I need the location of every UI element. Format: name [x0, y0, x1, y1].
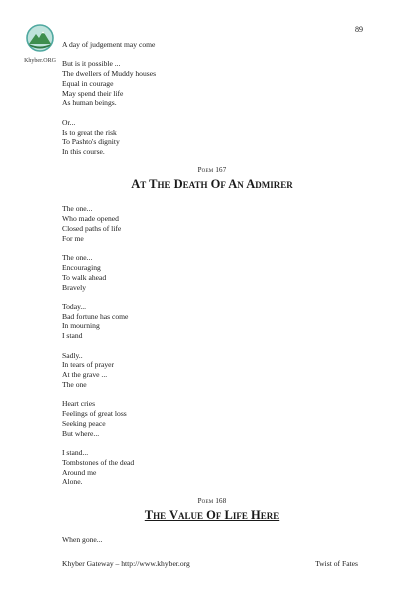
verse-line: Tombstones of the dead: [62, 457, 135, 467]
verse-line: Alone.: [62, 477, 83, 487]
stanza: [62, 448, 362, 487]
stanza: [62, 351, 362, 390]
verse-line: The one...: [62, 253, 93, 263]
verse-line: To Pashto's dignity: [62, 137, 120, 147]
verse-line: At the grave ...: [62, 370, 108, 380]
verse-line: For me: [62, 233, 84, 243]
footer-book-title: Twist of Fates: [315, 559, 358, 568]
verse-line: May spend their life: [62, 88, 124, 98]
verse-line: As human beings.: [62, 98, 117, 108]
poem-168-heading: [62, 497, 362, 523]
verse-line: Encouraging: [62, 262, 101, 272]
stanza: [62, 40, 362, 50]
verse-line: In tears of prayer: [62, 360, 115, 370]
verse-line: Bad fortune has come: [62, 311, 129, 321]
stanza: [62, 535, 362, 545]
page-footer: [62, 559, 358, 568]
verse-line: Seeking peace: [62, 418, 106, 428]
verse-line: Equal in courage: [62, 78, 114, 88]
verse-line: The one...: [62, 204, 93, 214]
poem-number: Poem 167: [197, 166, 227, 175]
stanza: [62, 399, 362, 438]
logo-text: Khyber.ORG: [24, 58, 56, 64]
verse-line: But is it possible ...: [62, 59, 121, 69]
stanza: [62, 204, 362, 243]
poem-title: At The Death Of An Admirer: [131, 177, 293, 192]
poem-168-body: [62, 535, 362, 545]
verse-line: In this course.: [62, 147, 105, 157]
verse-line: Is to great the risk: [62, 127, 117, 137]
poem-number: Poem 168: [197, 497, 227, 506]
verse-line: Sadly..: [62, 350, 83, 360]
verse-line: Bravely: [62, 282, 87, 292]
verse-line: Today...: [62, 301, 87, 311]
verse-line: I stand...: [62, 447, 89, 457]
stanza: [62, 59, 362, 108]
poem-167-body: [62, 204, 362, 487]
verse-line: The one: [62, 379, 87, 389]
verse-line: A day of judgement may come: [62, 40, 156, 49]
verse-line: I stand: [62, 331, 83, 341]
verse-line: The dwellers of Muddy houses: [62, 69, 157, 79]
page-number: 89: [355, 25, 363, 34]
verse-line: When gone...: [62, 535, 103, 545]
mountain-emblem-icon: [26, 24, 54, 52]
stanza: [62, 253, 362, 292]
verse-line: In mourning: [62, 321, 100, 331]
poem-167-heading: [62, 166, 362, 192]
verse-line: Or...: [62, 117, 76, 127]
verse-line: Closed paths of life: [62, 224, 122, 234]
verse-line: Heart cries: [62, 399, 96, 409]
verse-line: Who made opened: [62, 214, 119, 224]
verse-line: To walk ahead: [62, 272, 107, 282]
stanza: [62, 118, 362, 157]
verse-line: Around me: [62, 467, 97, 477]
site-logo: [17, 24, 63, 64]
stanza: [62, 302, 362, 341]
footer-site-link: Khyber Gateway – http://www.khyber.org: [62, 559, 190, 568]
intro-poem-section: [62, 40, 362, 157]
verse-line: Feelings of great loss: [62, 409, 127, 419]
verse-line: But where...: [62, 428, 100, 438]
poem-title: The Value Of Life Here: [144, 508, 280, 523]
page-content: [62, 40, 362, 554]
